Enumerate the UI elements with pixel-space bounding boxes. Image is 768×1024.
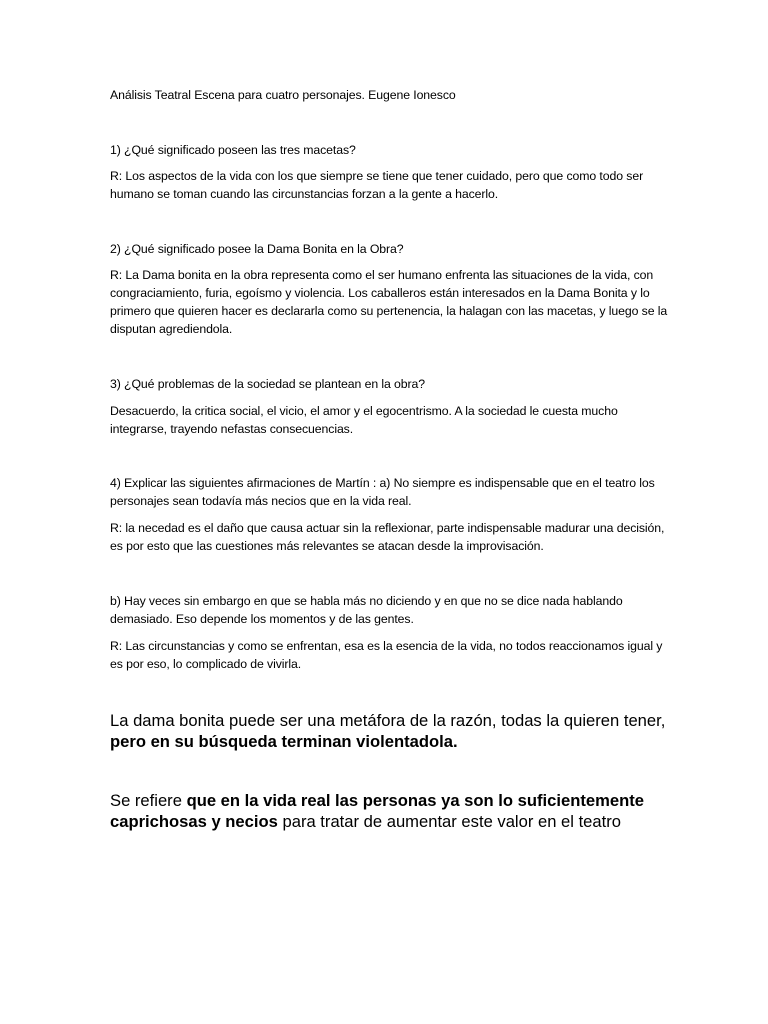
question-4b: b) Hay veces sin embargo en que se habla más no diciendo y en que no se dice nada hablando demasiado. Eso depende los momentos y de las gentes. — [110, 594, 623, 626]
note-2-end: para tratar de aumentar este valor en el teatro — [277, 812, 622, 831]
note-1-text: La dama bonita puede ser una metáfora de la razón, todas la quieren tener, — [110, 711, 666, 730]
note-2-start: Se refiere — [110, 791, 187, 810]
document-title: Análisis Teatral Escena para cuatro personajes. Eugene Ionesco — [110, 88, 456, 102]
note-2-bold: que en la vida real las personas ya son lo suficientemente caprichosas y necios — [110, 791, 644, 831]
question-2: 2) ¿Qué significado posee la Dama Bonita en la Obra? — [110, 242, 404, 256]
question-4: 4) Explicar las siguientes afirmaciones de Martín : a) No siempre es indispensable que en el teatro los personajes sean todavía más necios que en la vida real. — [110, 476, 655, 508]
answer-3: Desacuerdo, la critica social, el vicio, el amor y el egocentrismo. A la sociedad le cuesta mucho integrarse, trayendo nefastas consecuencias. — [110, 404, 618, 436]
note-dama-bonita — [110, 710, 680, 752]
answer-4b: R: Las circunstancias y como se enfrentan, esa es la esencia de la vida, no todos reaccionamos igual y es por eso, lo complicado de vivirla. — [110, 639, 663, 671]
answer-2: R: La Dama bonita en la obra representa como el ser humano enfrenta las situaciones de la vida, con congraciamiento, furia, egoísmo y violencia. Los caballeros están interesados en la Dama Bonita y lo primero que quieren hacer es declararla como su pertenencia, la halagan con las macetas, y luego se la disputan agrediendola. — [110, 268, 668, 336]
question-3: 3) ¿Qué problemas de la sociedad se plantean en la obra? — [110, 377, 426, 391]
note-1-bold: pero en su búsqueda terminan violentadola. — [110, 732, 458, 751]
answer-4: R: la necedad es el daño que causa actuar sin la reflexionar, parte indispensable madurar una decisión, es por esto que las cuestiones más relevantes se atacan desde la improvisación. — [110, 521, 665, 553]
question-1: 1) ¿Qué significado poseen las tres macetas? — [110, 143, 356, 157]
note-teatro — [110, 790, 680, 832]
answer-1: R: Los aspectos de la vida con los que siempre se tiene que tener cuidado, pero que como todo ser humano se toman cuando las circunstancias forzan a la gente a hacerlo. — [110, 169, 644, 201]
